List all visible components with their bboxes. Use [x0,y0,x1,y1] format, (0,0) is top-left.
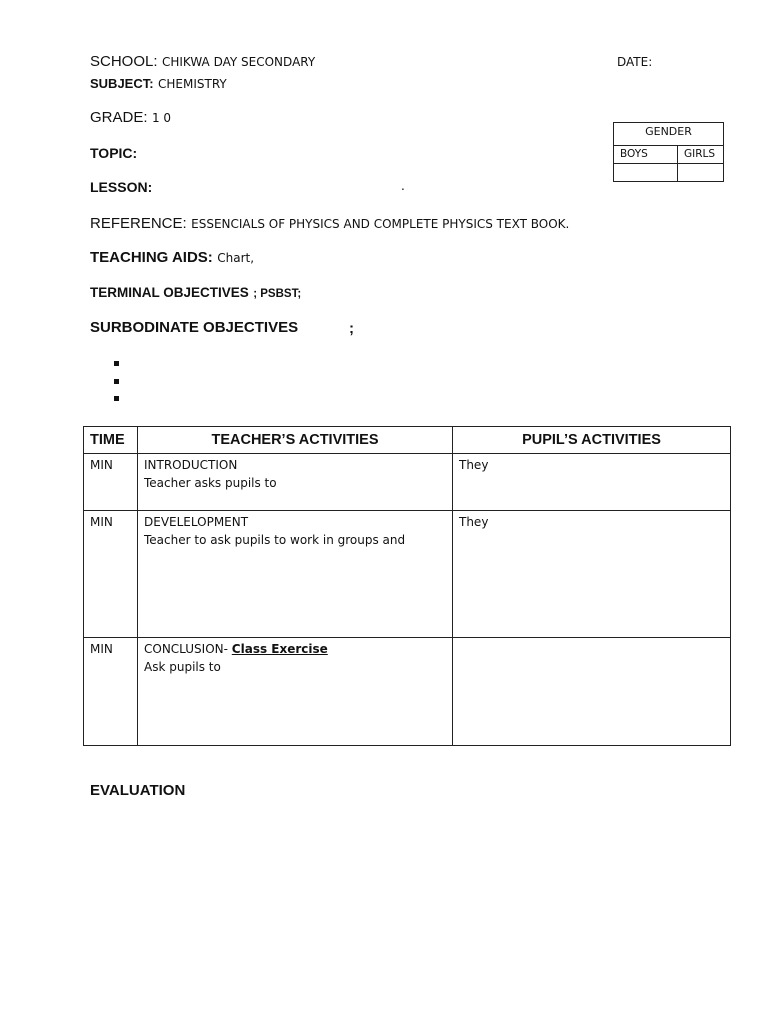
lesson-dot: . [401,179,405,193]
reference-label: REFERENCE: [90,215,187,232]
gender-boys-label: BOYS [620,148,648,160]
time-value: MIN [90,642,113,656]
teaching-aids-field [90,249,254,267]
pupil-text: They [459,515,489,529]
subject-label: SUBJECT: [90,76,154,91]
grade-label: GRADE: [90,109,148,126]
date-label: DATE: [617,55,653,69]
reference-field [90,215,569,233]
grade-field [90,109,171,127]
subordinate-objectives-sep: ; [349,320,354,337]
subordinate-objectives-label: SURBODINATE OBJECTIVES [90,319,299,336]
time-cell [84,511,138,638]
header-pupil-activities: PUPIL’S ACTIVITIES [453,427,731,454]
time-value: MIN [90,458,113,472]
teaching-aids-value: Chart, [217,251,255,265]
teacher-section-title-line [144,640,446,658]
teacher-cell [138,511,453,638]
bullet-point [114,396,119,401]
table-row [84,638,731,746]
subject-field [90,75,227,93]
bullet-point [114,361,119,366]
table-row [84,511,731,638]
pupil-cell [453,454,731,511]
school-field [90,53,315,71]
grade-value: 1 0 [151,111,172,125]
teacher-section-text: Teacher asks pupils to [144,476,277,490]
pupil-cell [453,638,731,746]
time-cell [84,454,138,511]
class-exercise-emphasis: Class Exercise [231,642,328,656]
time-value: MIN [90,515,113,529]
table-row [84,454,731,511]
header-teacher-activities: TEACHER’S ACTIVITIES [138,427,453,454]
pupil-text: They [459,458,489,472]
evaluation-label: EVALUATION [90,782,186,799]
teaching-aids-label: TEACHING AIDS: [90,249,213,266]
activities-table [83,426,731,746]
gender-girls-label: GIRLS [684,148,716,160]
pupil-cell [453,511,731,638]
school-value: CHIKWA DAY SECONDARY [161,55,316,69]
teacher-section-text: Ask pupils to [144,660,221,674]
teacher-section-title: DEVELELOPMENT [144,515,249,529]
teacher-cell [138,638,453,746]
subject-value: CHEMISTRY [158,77,227,91]
teacher-section-title: INTRODUCTION [144,458,238,472]
gender-title: GENDER [614,123,723,146]
school-label: SCHOOL: [90,53,158,70]
lesson-label: LESSON: [90,179,153,195]
terminal-objectives-value: ; PSBST; [253,288,302,300]
table-header-row [84,427,731,454]
reference-value: ESSENCIALS OF PHYSICS AND COMPLETE PHYSICS TEXT BOOK. [191,217,570,231]
bullet-point [114,379,119,384]
time-cell [84,638,138,746]
gender-divider [677,145,678,181]
teacher-cell [138,454,453,511]
topic-label: TOPIC: [90,145,138,161]
terminal-objectives-label: TERMINAL OBJECTIVES [90,285,249,300]
teacher-section-title: CONCLUSION- [144,642,228,656]
header-time: TIME [84,427,138,454]
teacher-section-text: Teacher to ask pupils to work in groups and [144,533,406,547]
gender-box [613,122,724,182]
terminal-objectives-field [90,284,301,302]
